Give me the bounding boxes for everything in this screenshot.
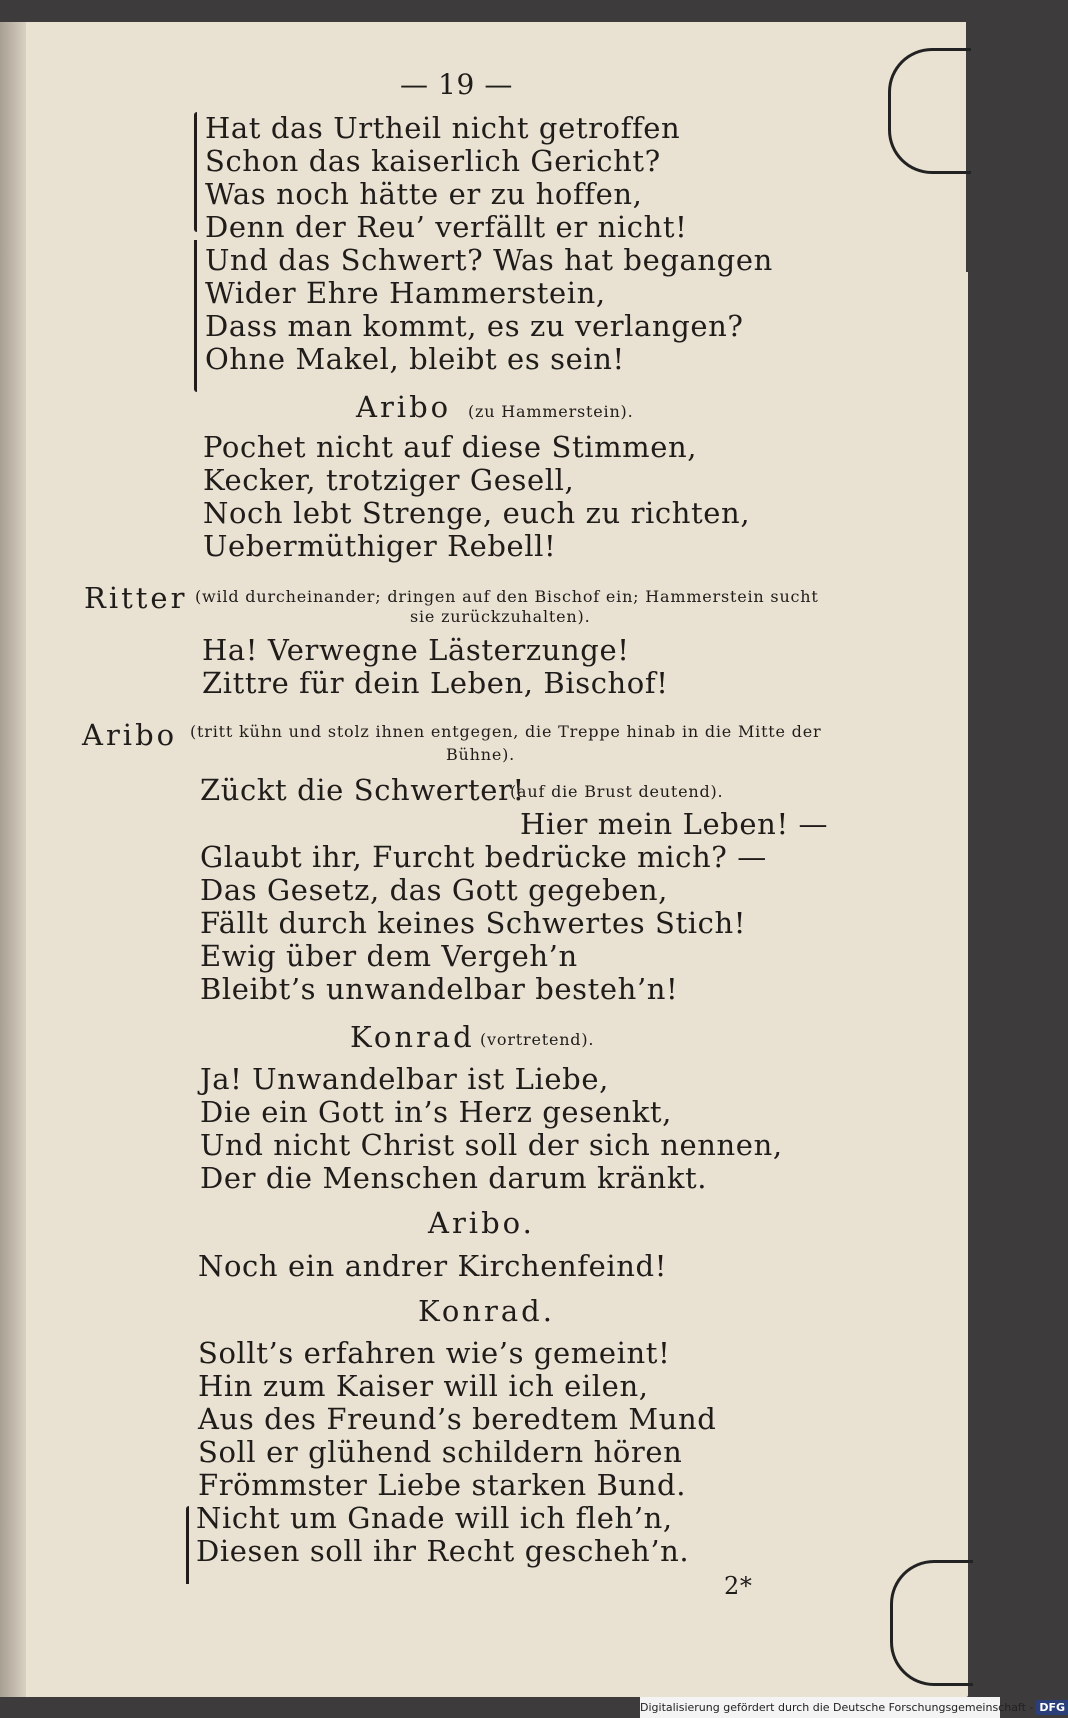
stage-direction: sie zurückzuhalten). bbox=[410, 607, 591, 626]
verse-line: Soll er glühend schildern hören bbox=[198, 1435, 683, 1469]
digitization-credit bbox=[640, 1697, 1066, 1718]
page-number: — 19 — bbox=[400, 68, 514, 101]
verse-line: Kecker, trotziger Gesell, bbox=[203, 463, 575, 497]
verse-line: Uebermüthiger Rebell! bbox=[203, 529, 557, 563]
page-clip-top bbox=[888, 48, 971, 174]
stage-direction: (tritt kühn und stolz ihnen entgegen, die Treppe hinab in die Mitte der bbox=[190, 722, 822, 741]
verse-line: Was noch hätte er zu hoffen, bbox=[205, 177, 643, 211]
speaker-name: Ritter bbox=[84, 581, 188, 615]
stage-direction: (auf die Brust deutend). bbox=[510, 782, 724, 801]
verse-line: Ja! Unwandelbar ist Liebe, bbox=[200, 1062, 609, 1096]
verse-brace bbox=[186, 1506, 189, 1584]
verse-line: Glaubt ihr, Furcht bedrücke mich? — bbox=[200, 840, 767, 874]
verse-line: Schon das kaiserlich Gericht? bbox=[205, 144, 661, 178]
verse-line: Der die Menschen darum kränkt. bbox=[200, 1161, 708, 1195]
scanner-edge bbox=[966, 22, 1000, 272]
book-spine bbox=[0, 22, 26, 1697]
verse-line: Hier mein Leben! — bbox=[520, 807, 829, 841]
verse-line: Hat das Urtheil nicht getroffen bbox=[205, 111, 681, 145]
verse-line: Frömmster Liebe starken Bund. bbox=[198, 1468, 687, 1502]
speaker-name: Konrad bbox=[350, 1020, 475, 1054]
verse-line: Zückt die Schwerter! bbox=[200, 773, 525, 807]
stage-direction: (zu Hammerstein). bbox=[468, 402, 634, 421]
stage-direction: (vortretend). bbox=[480, 1030, 595, 1049]
verse-line: Dass man kommt, es zu verlangen? bbox=[205, 309, 744, 343]
stage-direction: (wild durcheinander; dringen auf den Bischof ein; Hammerstein sucht bbox=[195, 587, 819, 606]
verse-line: Noch lebt Strenge, euch zu richten, bbox=[203, 496, 751, 530]
dfg-logo: DFG bbox=[1036, 1700, 1068, 1715]
speaker-name: Konrad. bbox=[418, 1294, 555, 1328]
verse-line: Sollt’s erfahren wie’s gemeint! bbox=[198, 1336, 671, 1370]
page-clip-bottom bbox=[890, 1560, 973, 1686]
verse-line: Nicht um Gnade will ich fleh’n, bbox=[196, 1501, 673, 1535]
verse-line: Das Gesetz, das Gott gegeben, bbox=[200, 873, 668, 907]
verse-line: Pochet nicht auf diese Stimmen, bbox=[203, 430, 698, 464]
verse-line: Zittre für dein Leben, Bischof! bbox=[202, 666, 669, 700]
credit-text: Digitalisierung gefördert durch die Deutsche Forschungsgemeinschaft - bbox=[640, 1701, 1034, 1714]
verse-line: Ha! Verwegne Lästerzunge! bbox=[202, 633, 630, 667]
verse-line: Und nicht Christ soll der sich nennen, bbox=[200, 1128, 783, 1162]
verse-brace bbox=[194, 112, 197, 232]
speaker-name: Aribo. bbox=[428, 1206, 535, 1240]
verse-brace bbox=[194, 240, 197, 392]
verse-line: Und das Schwert? Was hat begangen bbox=[205, 243, 773, 277]
verse-line: Noch ein andrer Kirchenfeind! bbox=[198, 1249, 667, 1283]
verse-line: Wider Ehre Hammerstein, bbox=[205, 276, 606, 310]
verse-line: Bleibt’s unwandelbar besteh’n! bbox=[200, 972, 679, 1006]
speaker-name: Aribo bbox=[356, 390, 452, 424]
verse-line: Hin zum Kaiser will ich eilen, bbox=[198, 1369, 649, 1403]
verse-line: Fällt durch keines Schwertes Stich! bbox=[200, 906, 746, 940]
stage-direction: Bühne). bbox=[446, 745, 516, 764]
verse-line: Denn der Reu’ verfällt er nicht! bbox=[205, 210, 688, 244]
verse-line: Aus des Freund’s beredtem Mund bbox=[198, 1402, 717, 1436]
verse-line: Ohne Makel, bleibt es sein! bbox=[205, 342, 625, 376]
speaker-name: Aribo bbox=[82, 718, 178, 752]
verse-line: Diesen soll ihr Recht gescheh’n. bbox=[196, 1534, 690, 1568]
signature-mark: 2* bbox=[724, 1572, 753, 1600]
verse-line: Die ein Gott in’s Herz gesenkt, bbox=[200, 1095, 672, 1129]
verse-line: Ewig über dem Vergeh’n bbox=[200, 939, 578, 973]
